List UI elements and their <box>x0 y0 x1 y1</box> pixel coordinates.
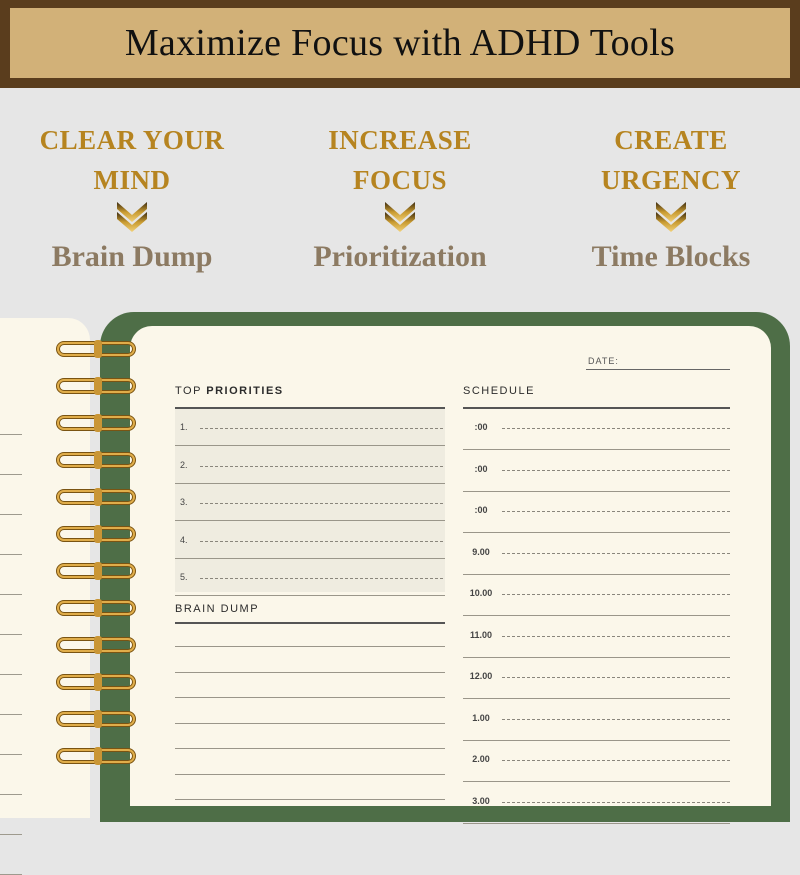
feature-heading-line1: CLEAR YOUR <box>39 125 225 155</box>
schedule-dotted-line <box>502 428 730 429</box>
banner <box>0 0 800 88</box>
left-page-rule <box>0 434 22 435</box>
spiral-ring <box>56 451 136 469</box>
brain-dump-line <box>175 672 445 673</box>
schedule-row-rule <box>463 574 730 575</box>
top-priorities-prefix: TOP <box>175 385 207 397</box>
left-page-rule <box>0 834 22 835</box>
priority-row-rule <box>175 445 445 446</box>
spiral-ring <box>56 636 136 654</box>
schedule-hour: 10.00 <box>469 588 493 598</box>
priority-number: 5. <box>180 572 188 582</box>
schedule-row-rule <box>463 532 730 533</box>
left-page-rule <box>0 474 22 475</box>
priority-number: 1. <box>180 422 188 432</box>
schedule-hour: :00 <box>474 505 488 515</box>
brain-dump-line <box>175 697 445 698</box>
priority-row-rule <box>175 483 445 484</box>
schedule-dotted-line <box>502 511 730 512</box>
feature-heading-line2: FOCUS <box>352 165 447 195</box>
feature-time-blocks <box>541 120 800 274</box>
spiral-ring <box>56 377 136 395</box>
top-priorities-box <box>175 408 445 592</box>
date-label: DATE: <box>588 356 619 366</box>
schedule-hour: 2.00 <box>472 754 490 764</box>
spiral-ring <box>56 710 136 728</box>
schedule-dotted-line <box>502 719 730 720</box>
spiral-ring <box>56 525 136 543</box>
schedule-hour: 9.00 <box>472 546 490 557</box>
feature-tool: Prioritization <box>313 240 487 273</box>
priority-row-rule <box>175 520 445 521</box>
date-line <box>586 369 730 370</box>
priority-number: 2. <box>180 459 188 470</box>
schedule-hour: :00 <box>474 463 488 474</box>
brain-dump-top-rule <box>175 622 445 624</box>
schedule-dotted-line <box>502 553 730 554</box>
schedule-hour: :00 <box>474 422 488 432</box>
left-page-rule <box>0 674 22 675</box>
schedule-row-rule <box>463 823 730 824</box>
schedule-top-rule <box>463 407 730 409</box>
priority-dotted-line <box>200 541 443 542</box>
top-priorities-heading <box>175 385 284 397</box>
priority-dotted-line <box>200 466 443 467</box>
spiral-ring <box>56 414 136 432</box>
schedule-dotted-line <box>502 636 730 637</box>
feature-heading-line1: CREATE <box>614 125 728 155</box>
brain-dump-line <box>175 748 445 749</box>
schedule-hour: 12.00 <box>469 671 493 681</box>
brain-dump-line <box>175 774 445 775</box>
priority-row-rule <box>175 558 445 559</box>
priority-number: 4. <box>180 534 188 545</box>
priority-dotted-line <box>200 503 443 504</box>
double-chevron-down-icon <box>383 200 417 234</box>
priorities-top-rule <box>175 407 445 409</box>
left-page-rule <box>0 754 22 755</box>
spiral-ring <box>56 488 136 506</box>
brain-dump-line <box>175 646 445 647</box>
priority-dotted-line <box>200 428 443 429</box>
priority-row-rule <box>175 595 445 596</box>
feature-heading-line2: URGENCY <box>600 165 741 195</box>
priority-dotted-line <box>200 578 443 579</box>
double-chevron-down-icon <box>115 200 149 234</box>
schedule-dotted-line <box>502 760 730 761</box>
banner-title: Maximize Focus with ADHD Tools <box>124 22 676 64</box>
banner-panel <box>10 8 790 78</box>
spiral-ring <box>56 340 136 358</box>
schedule-hour: 3.00 <box>472 795 490 806</box>
schedule-row-rule <box>463 491 730 492</box>
schedule-dotted-line <box>502 802 730 803</box>
schedule-row-rule <box>463 698 730 699</box>
spiral-ring <box>56 673 136 691</box>
schedule-heading: SCHEDULE <box>463 385 535 397</box>
feature-heading-line1: INCREASE <box>328 125 472 155</box>
spiral-ring <box>56 562 136 580</box>
feature-prioritization <box>270 120 530 274</box>
schedule-row-rule <box>463 657 730 658</box>
top-priorities-emphasis: PRIORITIES <box>206 385 284 397</box>
feature-tool: Brain Dump <box>51 240 213 273</box>
feature-brain-dump <box>2 120 262 274</box>
left-page-rule <box>0 714 22 715</box>
schedule-row-rule <box>463 615 730 616</box>
schedule-hour: 11.00 <box>469 629 493 640</box>
spiral-ring <box>56 599 136 617</box>
brain-dump-heading: BRAIN DUMP <box>175 603 260 615</box>
schedule-row-rule <box>463 449 730 450</box>
left-page-rule <box>0 794 22 795</box>
feature-heading-line2: MIND <box>93 165 171 195</box>
feature-tool: Time Blocks <box>591 240 751 273</box>
spiral-ring <box>56 747 136 765</box>
priority-number: 3. <box>180 497 188 507</box>
brain-dump-line <box>175 723 445 724</box>
schedule-row-rule <box>463 740 730 741</box>
schedule-hour: 1.00 <box>472 712 490 723</box>
left-page-rule <box>0 554 22 555</box>
schedule-row-rule <box>463 781 730 782</box>
schedule-dotted-line <box>502 470 730 471</box>
left-page-rule <box>0 634 22 635</box>
left-page-rule <box>0 514 22 515</box>
left-page-rule <box>0 594 22 595</box>
schedule-dotted-line <box>502 677 730 678</box>
double-chevron-down-icon <box>654 200 688 234</box>
schedule-dotted-line <box>502 594 730 595</box>
